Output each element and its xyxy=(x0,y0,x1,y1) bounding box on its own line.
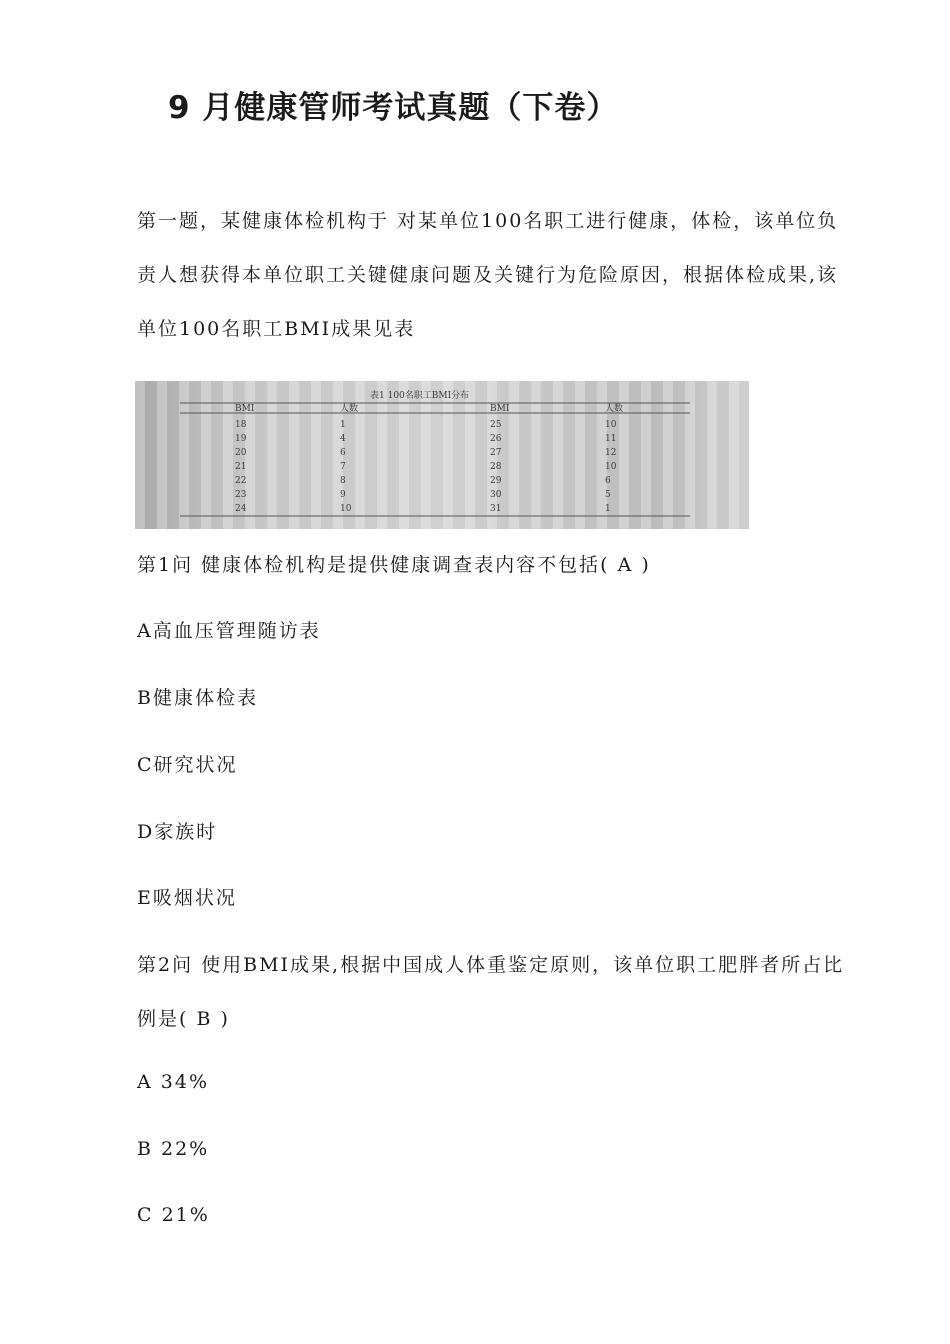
table-cell: 7 xyxy=(340,462,346,472)
q1-option-d: D家族时 xyxy=(137,821,218,843)
table-cell: 19 xyxy=(235,434,247,444)
q2-option-c: C 21% xyxy=(137,1204,210,1226)
table-header-cell: 人数 xyxy=(340,404,359,414)
table-cell: 4 xyxy=(340,434,346,444)
table-cell: 8 xyxy=(340,476,346,486)
q1-option-b: B健康体检表 xyxy=(137,687,258,709)
table-caption: 表1 100名职工BMI分布 xyxy=(370,391,470,401)
intro-line: 责人想获得本单位职工关键健康问题及关键行为危险原因，根据体检成果,该 xyxy=(137,264,839,286)
table-cell: 18 xyxy=(235,420,247,430)
table-cell: 24 xyxy=(235,504,247,514)
table-cell: 25 xyxy=(490,420,502,430)
table-cell: 12 xyxy=(605,448,617,458)
table-cell: 28 xyxy=(490,462,502,472)
table-cell: 29 xyxy=(490,476,502,486)
q1-option-c: C研究状况 xyxy=(137,754,238,776)
table-cell: 1 xyxy=(605,504,611,514)
table-cell: 11 xyxy=(605,434,617,444)
table-cell: 5 xyxy=(605,490,611,500)
table-cell: 23 xyxy=(235,490,247,500)
table-cell: 6 xyxy=(340,448,346,458)
page-title: 9 月健康管师考试真题（下卷） xyxy=(168,90,619,126)
table-header-cell: BMI xyxy=(235,404,255,414)
question-2-line: 例是( B ) xyxy=(137,1008,230,1030)
question-1: 第1问 健康体检机构是提供健康调查表内容不包括( A ) xyxy=(137,554,651,576)
table-cell: 10 xyxy=(340,504,352,514)
question-2-line: 第2问 使用BMI成果,根据中国成人体重鉴定原则，该单位职工肥胖者所占比 xyxy=(137,954,845,976)
table-cell: 10 xyxy=(605,462,617,472)
table-cell: 1 xyxy=(340,420,346,430)
table-cell: 30 xyxy=(490,490,502,500)
intro-line: 第一题，某健康体检机构于 对某单位100名职工进行健康，体检，该单位负 xyxy=(137,210,839,232)
table-cell: 9 xyxy=(340,490,346,500)
q1-option-e: E吸烟状况 xyxy=(137,887,237,909)
table-header-cell: BMI xyxy=(490,404,510,414)
table-cell: 10 xyxy=(605,420,617,430)
bmi-table-image xyxy=(135,381,749,529)
q2-option-b: B 22% xyxy=(137,1138,210,1160)
q2-option-a: A 34% xyxy=(137,1071,209,1093)
q1-option-a: A高血压管理随访表 xyxy=(137,620,321,642)
table-header-cell: 人数 xyxy=(605,404,624,414)
table-cell: 21 xyxy=(235,462,247,472)
table-cell: 26 xyxy=(490,434,502,444)
table-cell: 20 xyxy=(235,448,247,458)
intro-line: 单位100名职工BMI成果见表 xyxy=(137,318,416,340)
table-cell: 31 xyxy=(490,504,502,514)
table-cell: 27 xyxy=(490,448,502,458)
table-cell: 22 xyxy=(235,476,247,486)
table-cell: 6 xyxy=(605,476,611,486)
